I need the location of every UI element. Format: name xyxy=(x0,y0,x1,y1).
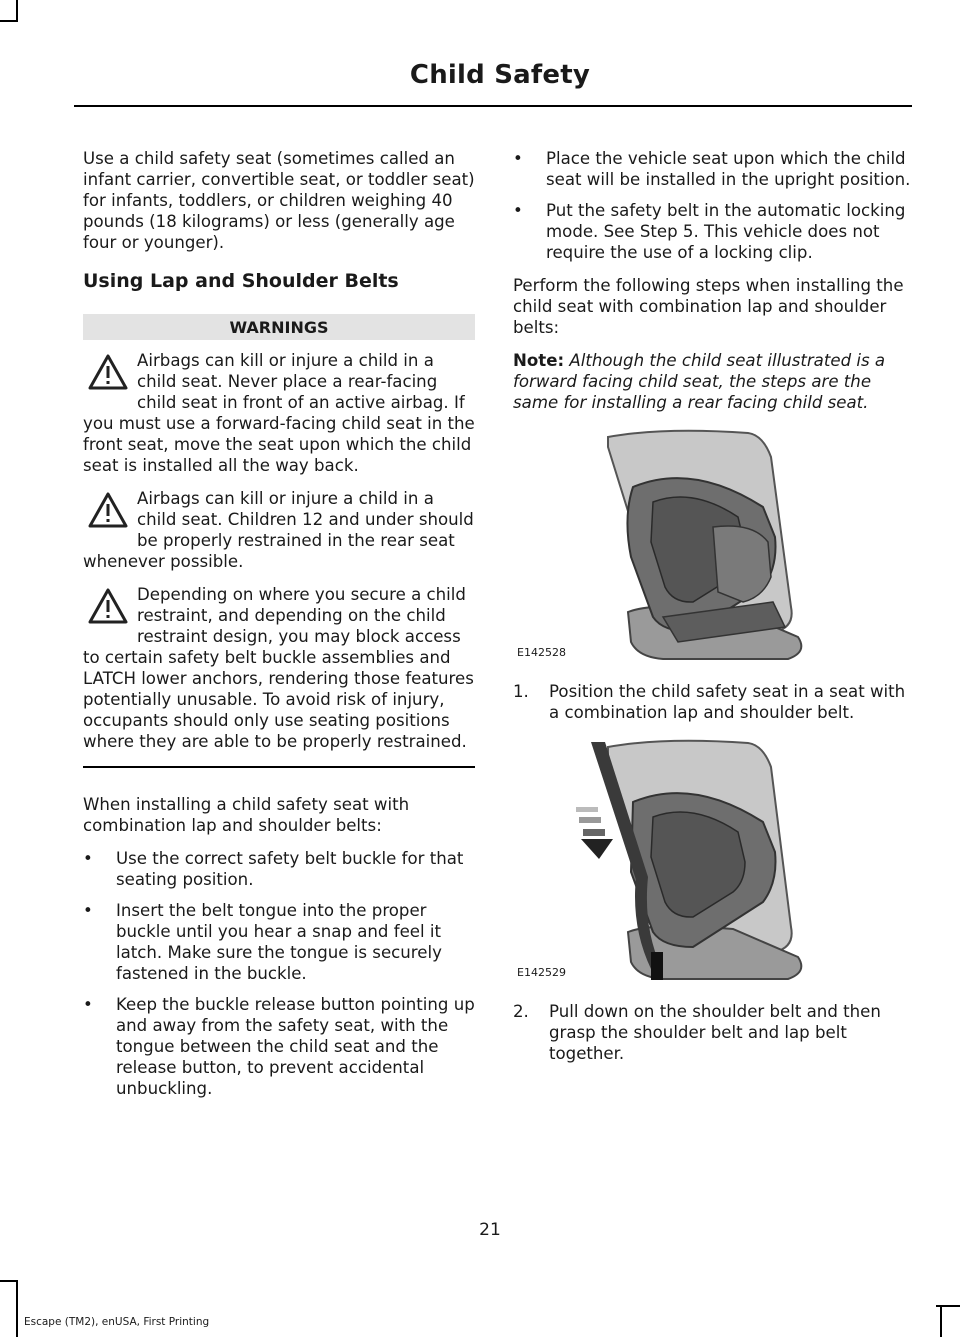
figure-child-seat xyxy=(513,427,913,667)
step-item xyxy=(513,681,913,723)
crop-mark xyxy=(0,1280,18,1282)
figure-shoulder-belt xyxy=(513,737,913,987)
step-item xyxy=(513,1001,913,1064)
figure-code: E142529 xyxy=(517,966,566,979)
list-item: • Place the vehicle seat upon which the child seat will be installed in the upright position. xyxy=(513,148,913,190)
crop-mark xyxy=(16,1280,18,1337)
figure-code: E142528 xyxy=(517,646,566,659)
left-column xyxy=(83,148,475,1111)
header-rule xyxy=(74,105,912,107)
warning-triangle-icon xyxy=(85,488,131,532)
warning-text: Airbags can kill or injure a child in a child seat. Children 12 and under should be properly restrained in the rear seat whenever possible. xyxy=(83,489,474,571)
page-number: 21 xyxy=(479,1220,501,1240)
crop-mark xyxy=(0,20,18,22)
crop-mark xyxy=(940,1305,942,1337)
list-item: • Put the safety belt in the automatic locking mode. See Step 5. This vehicle does not require the use of a locking clip. xyxy=(513,200,913,263)
warnings-heading: WARNINGS xyxy=(83,314,475,340)
step-text: Position the child safety seat in a seat with a combination lap and shoulder belt. xyxy=(549,682,906,722)
list-item: • Insert the belt tongue into the proper buckle until you hear a snap and feel it latch. Make sure the tongue is securely fastened in the buckle. xyxy=(83,900,475,984)
right-column xyxy=(513,148,913,1064)
intro-paragraph: Use a child safety seat (sometimes called an infant carrier, convertible seat, or toddler seat) for infants, toddlers, or children weighing 40 pounds (18 kilograms) or less (generally age four or younger). xyxy=(83,149,475,252)
note-paragraph xyxy=(513,350,913,413)
crop-mark xyxy=(936,1305,960,1307)
footer-text: Escape (TM2), enUSA, First Printing xyxy=(24,1316,210,1328)
steps-list-a xyxy=(513,681,913,723)
warning-item xyxy=(83,488,475,572)
child-seat-illustration xyxy=(513,427,913,667)
warnings-end-rule xyxy=(83,766,475,768)
warning-text: Depending on where you secure a child restraint, and depending on the child restraint design, you may block access to certain safety belt buckle assemblies and LATCH lower anchors, rendering those features potentially unusable. To avoid risk of injury, occupants should only use seating positions where they are able to be properly restrained. xyxy=(83,585,474,751)
warning-item xyxy=(83,350,475,476)
warning-triangle-icon xyxy=(85,584,131,628)
steps-list-b xyxy=(513,1001,913,1064)
step-number: 2. xyxy=(513,1002,529,1021)
perform-paragraph: Perform the following steps when installing the child seat with combination lap and shoulder belts: xyxy=(513,276,904,337)
warning-item xyxy=(83,584,475,752)
list-item: • Keep the buckle release button pointing up and away from the safety seat, with the tongue between the child seat and the release button, to prevent accidental unbuckling. xyxy=(83,994,475,1099)
installing-paragraph: When installing a child safety seat with combination lap and shoulder belts: xyxy=(83,795,410,835)
note-text: Although the child seat illustrated is a forward facing child seat, the steps are the same for installing a rear facing child seat. xyxy=(513,351,886,412)
installing-list xyxy=(83,848,475,1099)
prep-list xyxy=(513,148,913,263)
page-title: Child Safety xyxy=(409,60,590,90)
warning-triangle-icon xyxy=(85,350,131,394)
shoulder-belt-illustration xyxy=(513,737,913,987)
list-item: • Use the correct safety belt buckle for that seating position. xyxy=(83,848,475,890)
arrow-down-icon xyxy=(576,807,613,859)
step-number: 1. xyxy=(513,682,529,701)
note-label: Note: xyxy=(513,351,565,370)
warning-text: Airbags can kill or injure a child in a child seat. Never place a rear-facing child seat in front of an active airbag. If you must use a forward-facing child seat in the front seat, move the seat upon which the child seat is installed all the way back. xyxy=(83,351,475,475)
step-text: Pull down on the shoulder belt and then grasp the shoulder belt and lap belt together. xyxy=(549,1002,881,1063)
crop-mark xyxy=(16,0,18,22)
section-heading: Using Lap and Shoulder Belts xyxy=(83,270,399,292)
